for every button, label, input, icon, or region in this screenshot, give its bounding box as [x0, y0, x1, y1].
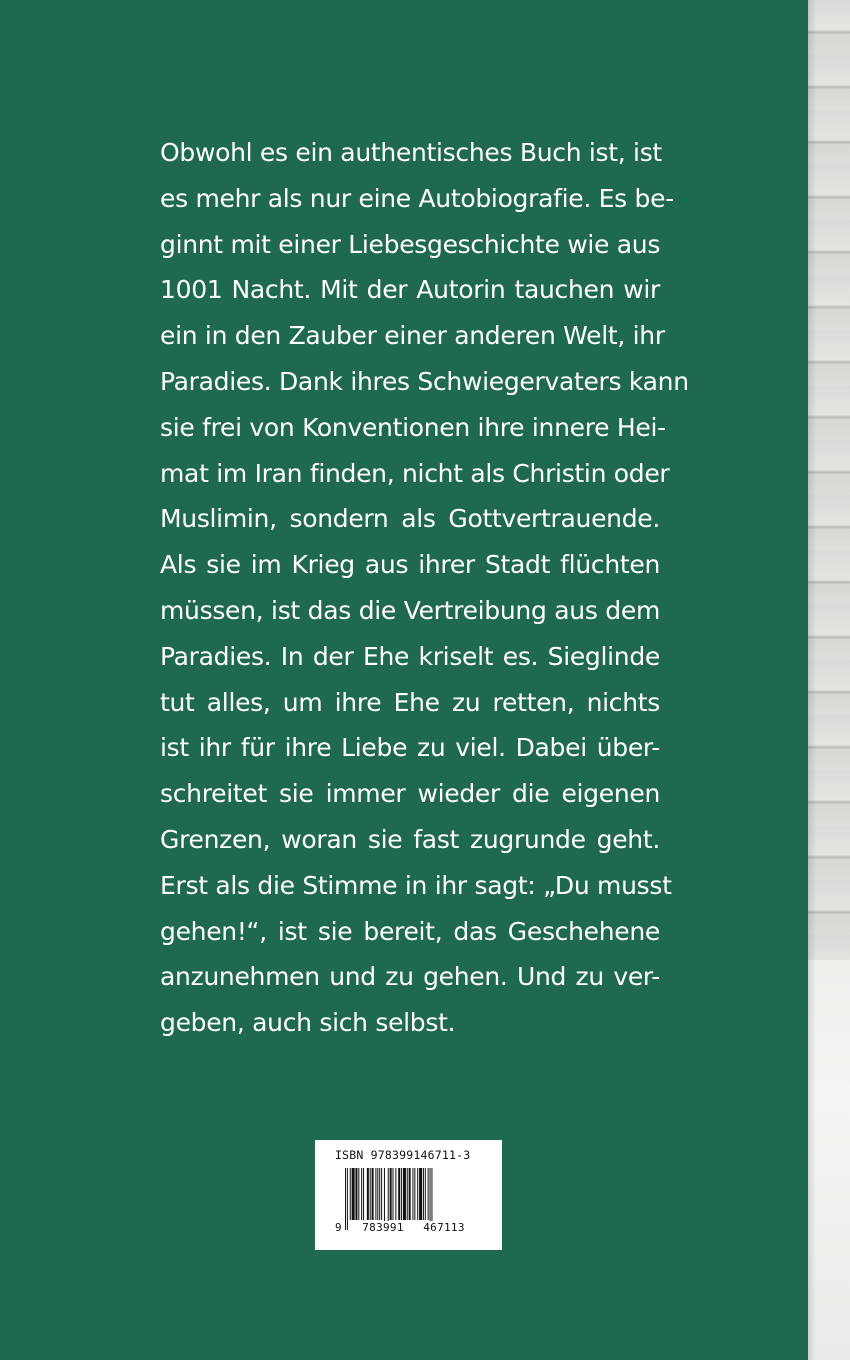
- blurb-line: sie frei von Konventionen ihre innere Hei-: [160, 412, 666, 442]
- barcode-bar: [350, 1168, 351, 1220]
- barcode-bar: [412, 1168, 413, 1220]
- isbn-label: ISBN 978399146711-3: [335, 1148, 471, 1162]
- barcode-bar: [423, 1168, 424, 1220]
- blurb-line: ein in den Zauber einer anderen Welt, ihr: [160, 321, 665, 351]
- blurb-line: Muslimin, sondern als Gottvertrauende.: [160, 504, 660, 534]
- barcode-bar: [375, 1168, 376, 1220]
- barcode-bar: [401, 1168, 402, 1220]
- blurb-line: Paradies. Dank ihres Schwiegervaters kann: [160, 366, 689, 396]
- ean-left-digits: 783991: [358, 1221, 408, 1234]
- blurb-line: Grenzen, woran sie fast zugrunde geht.: [160, 824, 660, 854]
- blurb-line: schreitet sie immer wieder die eigenen: [160, 779, 660, 809]
- barcode-bar: [403, 1168, 406, 1220]
- barcode-bar: [352, 1168, 355, 1220]
- blurb-line: ist ihr für ihre Liebe zu viel. Dabei über-: [160, 733, 660, 763]
- cover-wrap-photo: [808, 0, 850, 1360]
- barcode-bar: [345, 1168, 346, 1230]
- barcode-bar: [417, 1168, 418, 1220]
- barcode-bar: [393, 1168, 394, 1220]
- ean-right-digits: 467113: [418, 1221, 470, 1234]
- barcode-bar: [361, 1168, 362, 1220]
- blurb-line: Obwohl es ein authentisches Buch ist, ist: [160, 138, 662, 167]
- barcode-bar: [414, 1168, 415, 1220]
- barcode-bar: [347, 1168, 348, 1230]
- blurb-line: geben, auch sich selbst.: [160, 1008, 456, 1038]
- blurb-line: Paradies. In der Ehe kriselt es. Sieglinde: [160, 641, 660, 671]
- barcode-bar: [379, 1168, 380, 1220]
- ean-first-digit: 9: [335, 1221, 342, 1234]
- blurb-text: [160, 130, 689, 1046]
- blurb-line: mat im Iran finden, nicht als Christin oder: [160, 458, 670, 488]
- barcode-bar: [425, 1168, 426, 1220]
- barcode-bar: [407, 1168, 408, 1220]
- barcode-bar: [363, 1168, 364, 1220]
- blurb-line: Als sie im Krieg aus ihrer Stadt flüchten: [160, 550, 660, 580]
- barcode-bar: [419, 1168, 422, 1220]
- barcode-bar: [355, 1168, 357, 1220]
- barcode-bar: [428, 1168, 429, 1220]
- blurb-line: ginnt mit einer Liebesgeschichte wie aus: [160, 229, 661, 259]
- barcode-bar: [358, 1168, 359, 1220]
- barcode-bar: [377, 1168, 378, 1220]
- isbn-barcode: [315, 1140, 502, 1250]
- blurb-line: müssen, ist das die Vertreibung aus dem: [160, 595, 660, 625]
- barcode-bar: [372, 1168, 374, 1220]
- barcode-bar: [398, 1168, 400, 1220]
- blurb-line: Erst als die Stimme in ihr sagt: „Du musst: [160, 870, 672, 900]
- blurb-line: tut alles, um ihre Ehe zu retten, nichts: [160, 687, 660, 717]
- blurb-line: 1001 Nacht. Mit der Autorin tauchen wir: [160, 275, 660, 305]
- barcode-bar: [370, 1168, 371, 1220]
- barcode-bar: [390, 1168, 392, 1220]
- barcode-bar: [409, 1168, 411, 1220]
- blurb-line: anzunehmen und zu gehen. Und zu ver-: [160, 962, 660, 992]
- blurb-line: gehen!“, ist sie bereit, das Geschehene: [160, 916, 660, 946]
- barcode-bar: [381, 1168, 382, 1220]
- spine-shadow: [808, 0, 816, 1360]
- barcode-bar: [367, 1168, 369, 1220]
- blurb-line: es mehr als nur eine Autobiografie. Es be-: [160, 183, 674, 213]
- barcode-bar: [395, 1168, 396, 1220]
